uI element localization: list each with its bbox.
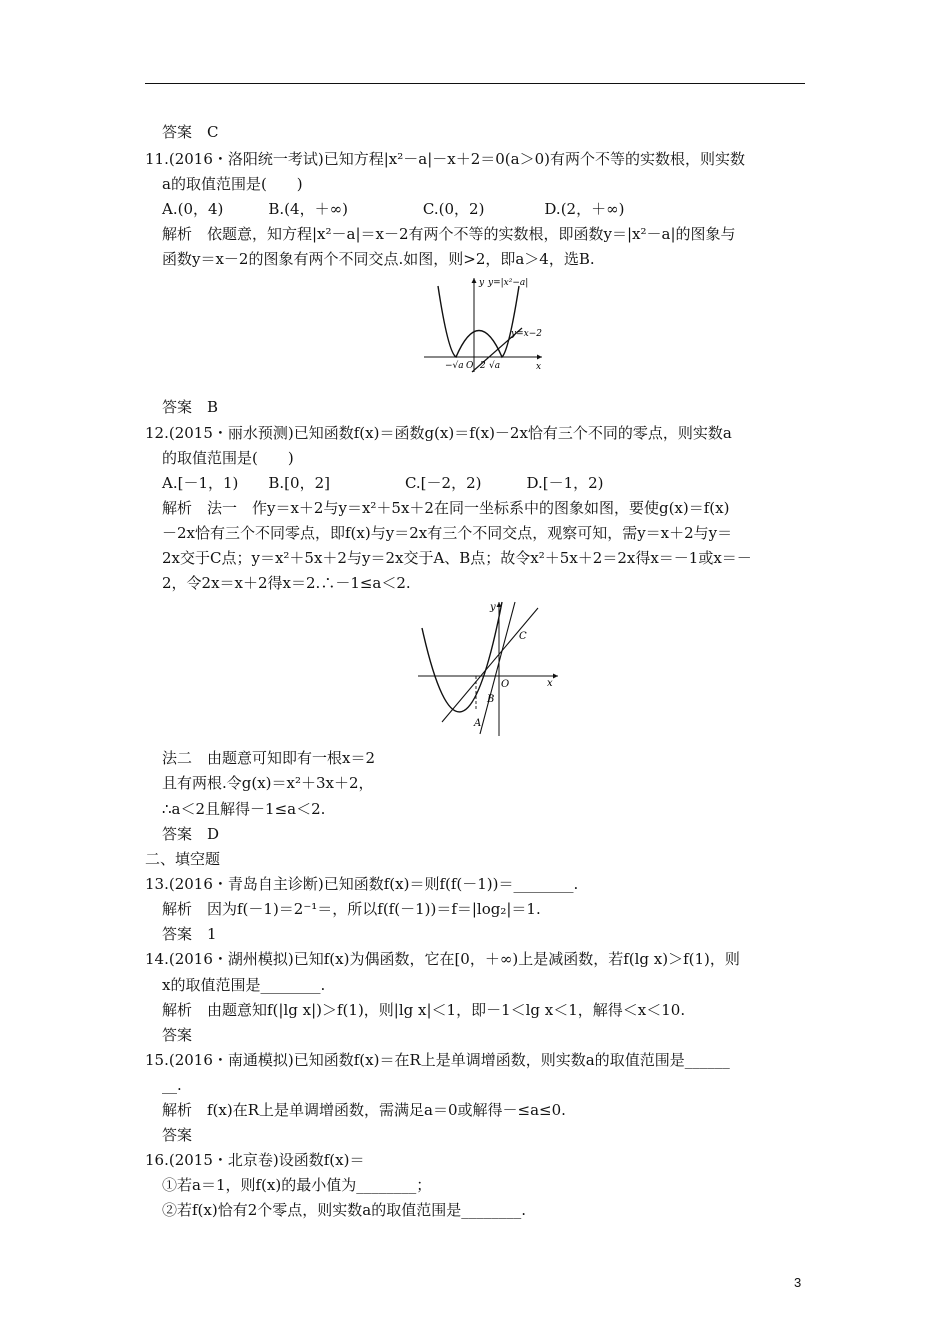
fig1-curve-label: y=|x²−a| — [488, 278, 529, 288]
fig2-a-label: A — [474, 718, 482, 729]
figure-parabola-lines — [412, 598, 562, 740]
text-line: 答案 1 — [162, 925, 217, 943]
text-line: 15.(2016・南通模拟)已知函数f(x)＝在R上是单调增函数，则实数a的取值范围是______ — [145, 1051, 730, 1069]
text-line: 且有两根.令g(x)＝x²＋3x＋2， — [162, 774, 374, 792]
fig1-line-label: y=x−2 — [511, 329, 542, 339]
text-line: ①若a＝1，则f(x)的最小值为________； — [162, 1176, 432, 1194]
text-line: 解析 依题意，知方程|x²－a|＝x－2有两个不等的实数根，即函数y＝|x²－a|的图象与 — [162, 225, 736, 243]
text-line: 解析 f(x)在R上是单调增函数，需满足a＝0或解得－≤a≤0. — [162, 1101, 566, 1119]
text-line: 答案 — [162, 1126, 193, 1144]
fig1-origin-label: O — [466, 361, 474, 371]
text-line: 的取值范围是( ) — [162, 449, 294, 467]
text-line: 16.(2015・北京卷)设函数f(x)＝ — [145, 1151, 365, 1169]
fig2-c-label: C — [519, 631, 527, 642]
text-line: 解析 法一 作y＝x＋2与y＝x²＋5x＋2在同一坐标系中的图象如图，要使g(x)＝f(x) — [162, 499, 730, 517]
text-line: 13.(2016・青岛自主诊断)已知函数f(x)＝则f(f(－1))＝________. — [145, 875, 579, 893]
text-line: 11.(2016・洛阳统一考试)已知方程|x²－a|－x＋2＝0(a＞0)有两个不等的实数根，则实数 — [145, 150, 745, 168]
text-line: 2x交于C点；y＝x²＋5x＋2与y＝2x交于A、B点；故令x²＋5x＋2＝2x得x＝－1或x＝－ — [162, 549, 752, 567]
fig1-two-label: 2 — [480, 361, 486, 371]
fig2-b-label: B — [487, 694, 495, 705]
fig1-neg-sqrt-a-label: −√a — [445, 361, 464, 371]
fig2-o-label: O — [501, 679, 510, 690]
fig1-x-label: x — [536, 362, 542, 372]
text-line: a的取值范围是( ) — [162, 175, 303, 193]
fig2-x-label: x — [547, 678, 553, 689]
text-line: 二、填空题 — [145, 850, 221, 868]
text-line: A.[－1，1) B.[0，2] C.[－2，2) D.[－1，2) — [162, 474, 604, 492]
fig1-y-label: y — [479, 278, 485, 288]
figure-abs-parabola — [418, 272, 548, 376]
text-line: 答案 B — [162, 398, 219, 416]
page-number: 3 — [794, 1275, 802, 1290]
text-line: －2x恰有三个不同零点，即f(x)与y＝2x有三个不同交点，观察可知，需y＝x＋2与y＝ — [162, 524, 733, 542]
text-line: ②若f(x)恰有2个零点，则实数a的取值范围是________. — [162, 1201, 526, 1219]
fig2-y-label: y — [490, 602, 496, 613]
text-line: 14.(2016・湖州模拟)已知f(x)为偶函数，它在[0，＋∞)上是减函数，若f(lg x)＞f(1)，则 — [145, 950, 740, 968]
text-line: 解析 由题意知f(|lg x|)＞f(1)，则|lg x|＜1，即－1＜lg x＜1，解得＜x＜10. — [162, 1001, 686, 1019]
text-line: A.(0，4) B.(4，＋∞) C.(0，2) D.(2，＋∞) — [162, 200, 625, 218]
text-line: ∴a＜2且解得－1≤a＜2. — [162, 800, 326, 818]
text-line: 解析 因为f(－1)＝2⁻¹＝，所以f(f(－1))＝f＝|log₂|＝1. — [162, 900, 541, 918]
text-line: 2，令2x＝x＋2得x＝2.∴－1≤a＜2. — [162, 574, 411, 592]
text-line: 答案 D — [162, 825, 220, 843]
text-line: __. — [162, 1076, 182, 1094]
text-line: 答案 — [162, 1026, 193, 1044]
header-rule — [145, 83, 805, 84]
text-line: 答案 C — [162, 123, 219, 141]
text-line: 函数y＝x－2的图象有两个不同交点.如图，则>2，即a＞4，选B. — [162, 250, 595, 268]
fig1-sqrt-a-label: √a — [489, 361, 501, 371]
text-line: 法二 由题意可知即有一根x＝2 — [162, 749, 376, 767]
text-line: x的取值范围是________. — [162, 976, 326, 994]
text-line: 12.(2015・丽水预测)已知函数f(x)＝函数g(x)＝f(x)－2x恰有三个不同的零点，则实数a — [145, 424, 732, 442]
